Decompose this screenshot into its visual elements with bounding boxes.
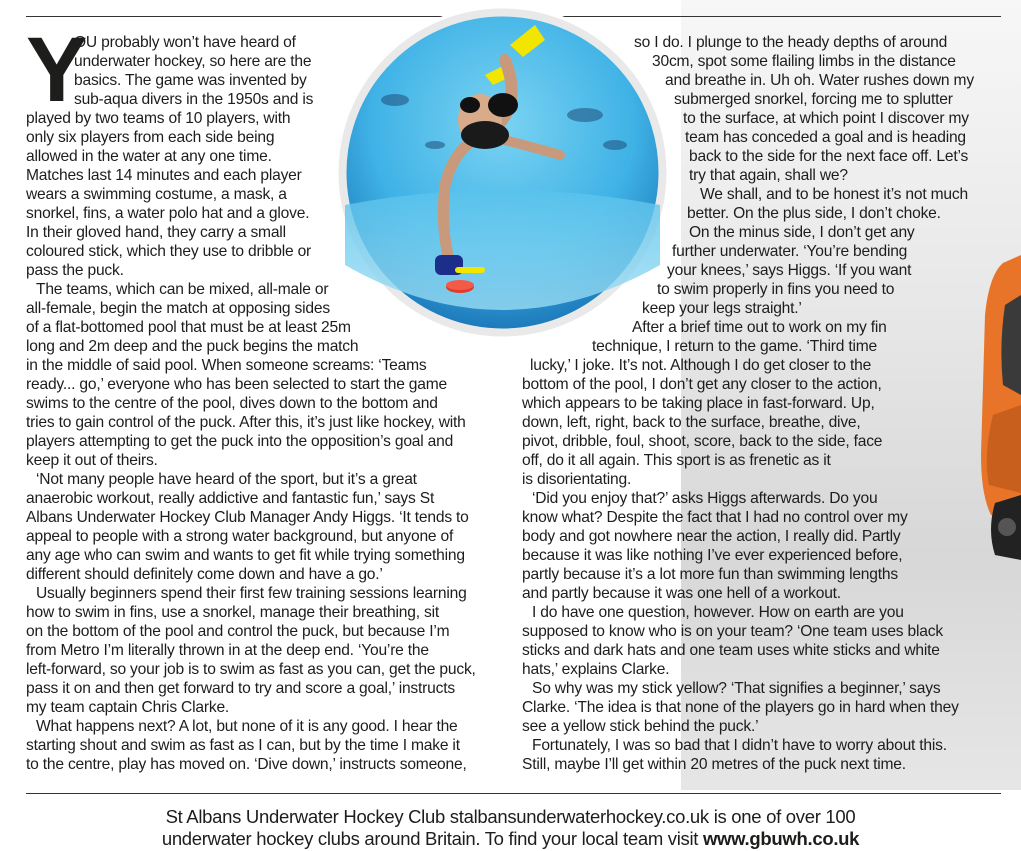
article-line: So why was my stick yellow? ‘That signifies a beginner,’ says bbox=[532, 680, 941, 697]
article-line: see a yellow stick behind the puck.’ bbox=[522, 718, 759, 735]
article-line: how to swim in fins, use a snorkel, manage their breathing, sit bbox=[26, 604, 439, 621]
article-line: back to the side for the next face off. Let’s bbox=[689, 148, 969, 165]
article-line: bottom of the pool, I don’t get any closer to the action, bbox=[522, 376, 882, 393]
article-line: swims to the centre of the pool, dives down to the bottom and bbox=[26, 395, 438, 412]
article-line: players attempting to get the puck into the opposition’s goal and bbox=[26, 433, 454, 450]
article-line: OU probably won’t have heard of bbox=[74, 34, 296, 51]
article-line: Matches last 14 minutes and each player bbox=[26, 167, 302, 184]
article-line: submerged snorkel, forcing me to splutter bbox=[674, 91, 953, 108]
article-line: The teams, which can be mixed, all-male or bbox=[36, 281, 329, 298]
article-line: ‘Did you enjoy that?’ asks Higgs afterwards. Do you bbox=[532, 490, 878, 507]
article-line: appeal to people with a strong water background, but anyone of bbox=[26, 528, 454, 545]
article-line: which appears to be taking place in fast-forward. Up, bbox=[522, 395, 875, 412]
article-line: sticks and dark hats and one team uses white sticks and white bbox=[522, 642, 940, 659]
article-line: left-forward, so your job is to swim as fast as you can, get the puck, bbox=[26, 661, 476, 678]
article-line: to the centre, play has moved on. ‘Dive down,’ instructs someone, bbox=[26, 756, 467, 773]
article-line: In their gloved hand, they carry a small bbox=[26, 224, 286, 241]
article-line: down, left, right, back to the surface, breathe, dive, bbox=[522, 414, 861, 431]
article-line: to the surface, at which point I discover my bbox=[683, 110, 969, 127]
article-line: partly because it’s a lot more fun than swimming lengths bbox=[522, 566, 898, 583]
article-line: played by two teams of 10 players, with bbox=[26, 110, 291, 127]
article-line: sub-aqua divers in the 1950s and is bbox=[74, 91, 314, 108]
article-line: of a flat-bottomed pool that must be at least 25m bbox=[26, 319, 351, 336]
article-line: allowed in the water at any one time. bbox=[26, 148, 272, 165]
article-line: pass the puck. bbox=[26, 262, 124, 279]
article-line: coloured stick, which they use to dribble or bbox=[26, 243, 312, 260]
article-line: try that again, shall we? bbox=[689, 167, 848, 184]
article-line: ‘Not many people have heard of the sport, but it’s a great bbox=[36, 471, 417, 488]
article-line: team has conceded a goal and is heading bbox=[685, 129, 966, 146]
article-line: know what? Despite the fact that I had no control over my bbox=[522, 509, 908, 526]
article-line: keep your legs straight.’ bbox=[642, 300, 802, 317]
article-line: technique, I return to the game. ‘Third time bbox=[592, 338, 878, 355]
article-line: and partly because it was one hell of a workout. bbox=[522, 585, 841, 602]
article-line: anaerobic workout, really addictive and fantastic fun,’ says St bbox=[26, 490, 435, 507]
article-line: on the bottom of the pool and control the puck, but because I’m bbox=[26, 623, 450, 640]
footer-line-2 bbox=[0, 828, 1021, 850]
footer-line-1: St Albans Underwater Hockey Club stalbansunderwaterhockey.co.uk is one of over 100 bbox=[165, 806, 856, 827]
article-line: Still, maybe I’ll get within 20 metres of the puck next time. bbox=[522, 756, 906, 773]
article-line: Usually beginners spend their first few training sessions learning bbox=[36, 585, 467, 602]
article-line: After a brief time out to work on my fin bbox=[632, 319, 887, 336]
footer-link[interactable]: www.gbuwh.co.uk bbox=[702, 828, 860, 849]
article-line: because it was like nothing I’ve ever experienced before, bbox=[522, 547, 903, 564]
article-line: I do have one question, however. How on earth are you bbox=[532, 604, 904, 621]
article-line: tries to gain control of the puck. After this, it’s just like hockey, with bbox=[26, 414, 466, 431]
article-line: long and 2m deep and the puck begins the match bbox=[26, 338, 359, 355]
article-line: We shall, and to be honest it’s not much bbox=[700, 186, 968, 203]
article-line: off, do it all again. This sport is as frenetic as it bbox=[522, 452, 831, 469]
article-line: in the middle of said pool. When someone screams: ‘Teams bbox=[26, 357, 427, 374]
article-line: Clarke. ‘The idea is that none of the players go in hard when they bbox=[522, 699, 959, 716]
article-line: all-female, begin the match at opposing sides bbox=[26, 300, 330, 317]
article-line: What happens next? A lot, but none of it is any good. I hear the bbox=[36, 718, 458, 735]
footer-text: underwater hockey clubs around Britain. To find your local team visit bbox=[161, 828, 703, 849]
article-line: better. On the plus side, I don’t choke. bbox=[687, 205, 941, 222]
article-column-left bbox=[26, 19, 500, 774]
article-line: keep it out of theirs. bbox=[26, 452, 158, 469]
article-line: snorkel, fins, a water polo hat and a glove. bbox=[26, 205, 310, 222]
article-line: so I do. I plunge to the heady depths of around bbox=[634, 34, 948, 51]
article-line: to swim properly in fins you need to bbox=[657, 281, 895, 298]
article-line: Fortunately, I was so bad that I didn’t have to worry about this. bbox=[532, 737, 947, 754]
article-line: your knees,’ says Higgs. ‘If you want bbox=[667, 262, 912, 279]
article-line: further underwater. ‘You’re bending bbox=[672, 243, 908, 260]
article-line: wears a swimming costume, a mask, a bbox=[26, 186, 287, 203]
article-line: and breathe in. Uh oh. Water rushes down my bbox=[665, 72, 974, 89]
article-line: starting shout and swim as fast as I can, but by the time I make it bbox=[26, 737, 460, 754]
article-line: basics. The game was invented by bbox=[74, 72, 307, 89]
article-line: different should definitely come down and have a go.’ bbox=[26, 566, 383, 583]
article-line: On the minus side, I don’t get any bbox=[689, 224, 915, 241]
article-line: my team captain Chris Clarke. bbox=[26, 699, 230, 716]
article-line: any age who can swim and wants to get fit while trying something bbox=[26, 547, 465, 564]
article-line: 30cm, spot some flailing limbs in the distance bbox=[652, 53, 956, 70]
article-line: lucky,’ I joke. It’s not. Although I do get closer to the bbox=[530, 357, 872, 374]
article-line: hats,’ explains Clarke. bbox=[522, 661, 670, 678]
article-line: supposed to know who is on your team? ‘One team uses black bbox=[522, 623, 943, 640]
article-line: pivot, dribble, foul, shoot, score, back to the side, face bbox=[522, 433, 883, 450]
article-line: only six players from each side being bbox=[26, 129, 275, 146]
article-line: pass it on and then get forward to try and score a goal,’ instructs bbox=[26, 680, 455, 697]
article-line: from Metro I’m literally thrown in at the deep end. ‘You’re the bbox=[26, 642, 429, 659]
article-column-right bbox=[522, 33, 992, 774]
bottom-rule bbox=[26, 793, 1001, 794]
article-line: body and got nowhere near the action, I really did. Partly bbox=[522, 528, 901, 545]
article-line: ready... go,’ everyone who has been selected to start the game bbox=[26, 376, 448, 393]
article-line: underwater hockey, so here are the bbox=[74, 53, 312, 70]
article-line: is disorientating. bbox=[522, 471, 632, 488]
article-line: Albans Underwater Hockey Club Manager Andy Higgs. ‘It tends to bbox=[26, 509, 469, 526]
drop-cap: Y bbox=[26, 19, 88, 121]
